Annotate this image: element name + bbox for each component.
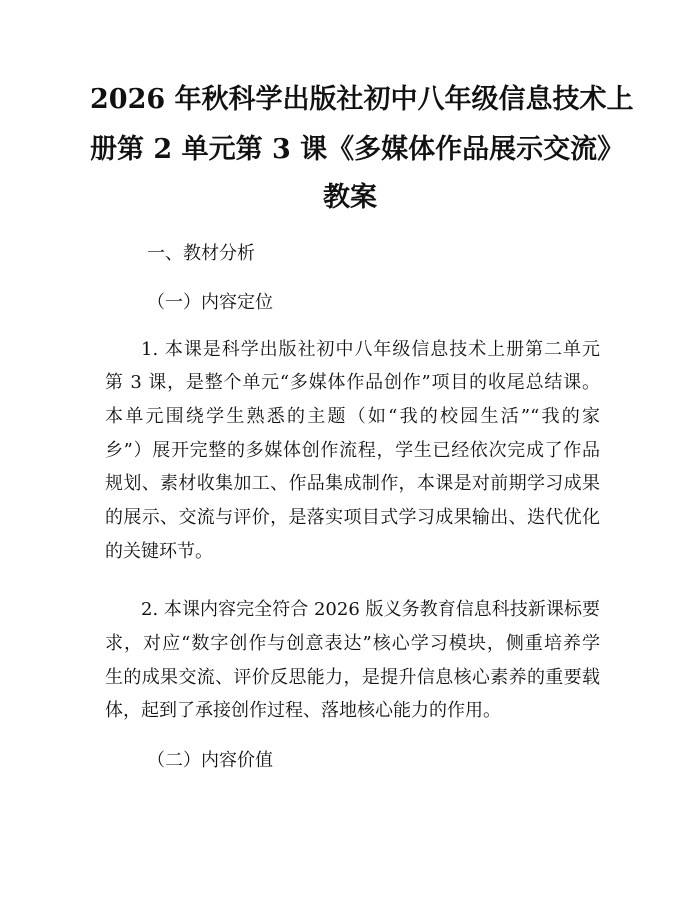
paragraph-1-line: 的关键环节。 (105, 541, 213, 562)
paragraph-1-line: 第 3 课，是整个单元“多媒体作品创作”项目的收尾总结课。 (105, 372, 600, 393)
paragraph-2-line: 体，起到了承接创作过程、落地核心能力的作用。 (105, 700, 501, 721)
section-heading-teaching-material-analysis: 一、教材分析 (147, 243, 255, 264)
document-title-line-2: 册第 2 单元第 3 课《多媒体作品展示交流》 (90, 134, 625, 165)
document-title-line-3: 教案 (323, 182, 377, 213)
paragraph-1-line: 乡”）展开完整的多媒体创作流程，学生已经依次完成了作品 (105, 440, 600, 461)
paragraph-2-line: 2. 本课内容完全符合 2026 版义务教育信息科技新课标要 (141, 599, 600, 620)
paragraph-1-line: 本单元围绕学生熟悉的主题（如“我的校园生活”“我的家 (105, 406, 600, 427)
document-title-line-1: 2026 年秋科学出版社初中八年级信息技术上 (90, 84, 634, 115)
subsection-heading-content-value: （二）内容价值 (147, 750, 273, 771)
paragraph-1-line: 规划、素材收集加工、作品集成制作，本课是对前期学习成果 (105, 473, 600, 494)
paragraph-2-line: 求，对应“数字创作与创意表达”核心学习模块，侧重培养学 (105, 633, 600, 654)
paragraph-1-line: 1. 本课是科学出版社初中八年级信息技术上册第二单元 (141, 339, 600, 360)
paragraph-2-line: 生的成果交流、评价反思能力，是提升信息核心素养的重要载 (105, 667, 600, 688)
subsection-heading-content-positioning: （一）内容定位 (147, 292, 273, 313)
paragraph-1-line: 的展示、交流与评价，是落实项目式学习成果输出、迭代优化 (105, 507, 600, 528)
